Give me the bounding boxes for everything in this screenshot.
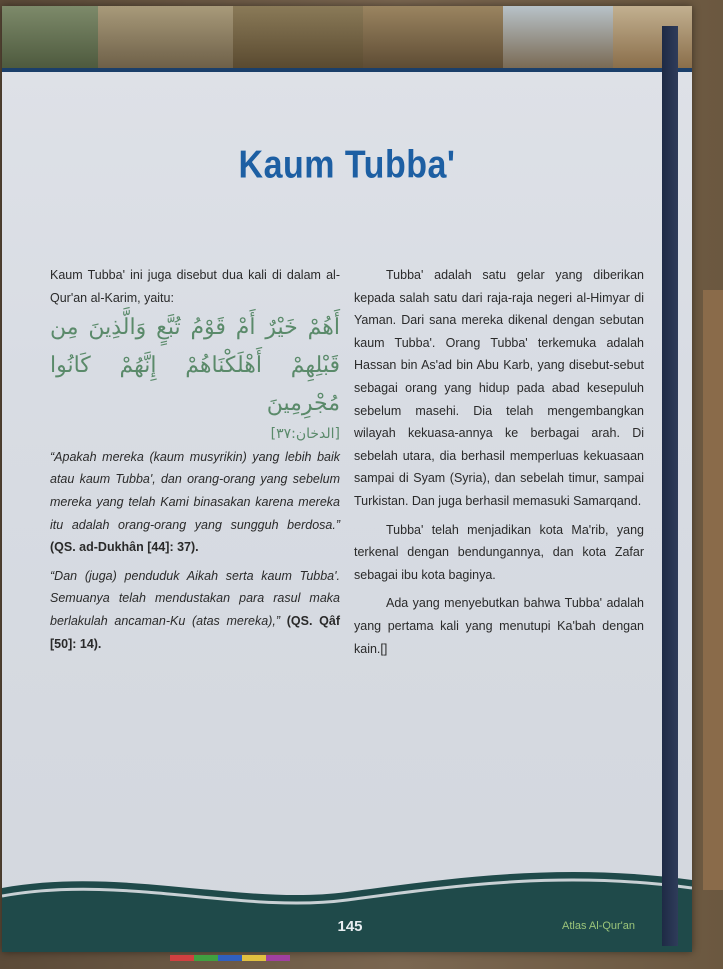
- banner-photo: [2, 6, 98, 68]
- table-edge: [703, 290, 723, 890]
- banner-photo: [363, 6, 503, 68]
- running-title: Atlas Al-Qur'an: [562, 920, 636, 932]
- quote-text: “Apakah mereka (kaum musyrikin) yang lebih baik atau kaum Tubba', dan orang-orang yang sebelum mereka yang telah Kami binasakan karena mereka itu adalah orang-orang yang sungguh berdosa.”: [50, 449, 340, 532]
- left-column: [50, 264, 340, 655]
- book-page: [2, 6, 692, 952]
- paragraph: Tubba' adalah satu gelar yang diberikan kepada salah satu dari raja-raja negeri al-Himyar di Yaman. Dari sana mereka dikenal dengan sebutan kaum Tubba'. Orang Tubba' terkemuka adalah Hassan bin As'ad bin Abu Karb, yang disebut-sebut sebagai orang yang hidup pada abad kesepuluh sebelum masehi. Dia telah mengembangkan wilayah kekuasa-annya ke berbagai arah. Di sebelah utara, dia berhasil memperluas kekuasaan sampai di Syam (Syria), dan sebelah timur, sampai Turkistan. Dan juga berhasil memasuki Samarqand.: [354, 268, 644, 508]
- photo-banner: [2, 6, 692, 68]
- banner-photo: [233, 6, 363, 68]
- book-cover-edge: [662, 26, 678, 946]
- quote-translation-2: [50, 565, 340, 655]
- arabic-verse: أَهُمْ خَيْرٌ أَمْ قَوْمُ تُبَّعٍ وَالَّذِينَ مِن قَبْلِهِمْ أَهْلَكْنَاهُمْ إِنَّهُمْ كَانُوا مُجْرِمِينَ: [50, 315, 340, 417]
- page-title: Kaum Tubba': [238, 143, 456, 187]
- quote-reference: (QS. Qâf [50]: 14).: [50, 613, 340, 651]
- page-number: 145: [337, 918, 363, 935]
- banner-photo: [98, 6, 233, 68]
- quote-reference: (QS. ad-Dukhân [44]: 37).: [50, 540, 199, 555]
- banner-strip: [2, 68, 692, 72]
- footer-wave: [2, 866, 692, 952]
- right-column: [354, 264, 644, 660]
- arabic-verse-reference: [الدخان:٣٧]: [270, 426, 340, 443]
- footer-wave-shape: [2, 872, 692, 952]
- quote-text: “Dan (juga) penduduk Aikah serta kaum Tubba'. Semuanya telah mendustakan para rasul maka berlakulah ancaman-Ku (atas mereka),”: [50, 568, 340, 628]
- quote-translation-1: [50, 446, 340, 559]
- banner-photo: [613, 6, 692, 68]
- paragraph: Ada yang menyebutkan bahwa Tubba' adalah yang pertama kali yang menutupi Ka'bah dengan kain.[]: [354, 596, 644, 656]
- intro-text: Kaum Tubba' ini juga disebut dua kali di dalam al-Qur'an al-Karim, yaitu:: [50, 268, 340, 305]
- color-tabs: [170, 955, 290, 961]
- paragraph: Tubba' telah menjadikan kota Ma'rib, yang terkenal dengan bendungannya, dan kota Zafar sebagai ibu kota baginya.: [354, 522, 644, 582]
- banner-photo: [503, 6, 613, 68]
